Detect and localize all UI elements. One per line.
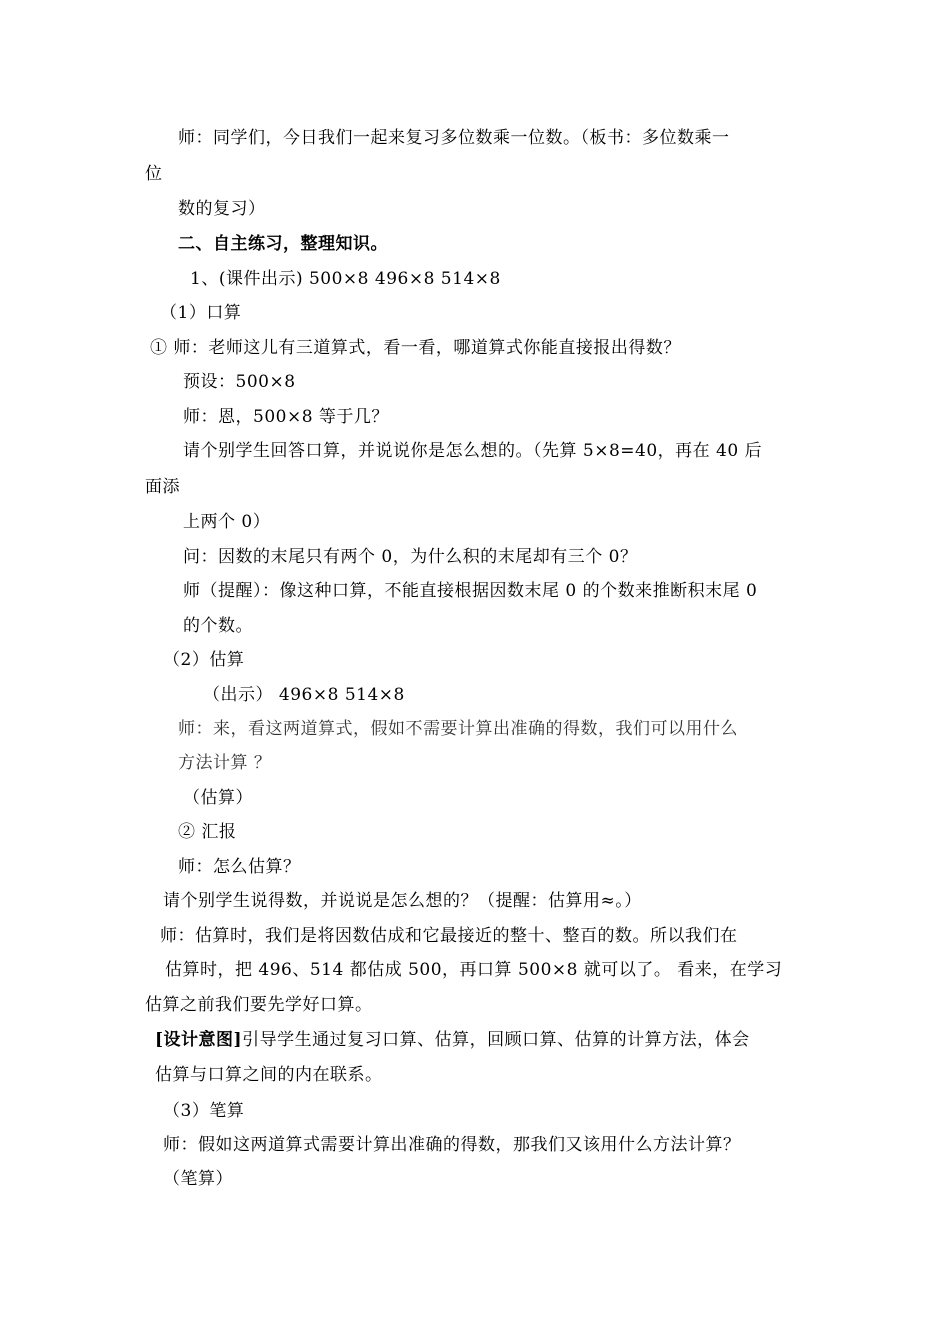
paragraph-line: 师：估算时，我们是将因数估成和它最接近的整十、整百的数。所以我们在 — [160, 926, 738, 946]
paragraph-line: （估算） — [183, 788, 253, 808]
paragraph-line: 师：来，看这两道算式，假如不需要计算出准确的得数，我们可以用什么 — [178, 719, 738, 739]
paragraph-line: 师：同学们，今日我们一起来复习多位数乘一位数。（板书：多位数乘一 — [178, 128, 730, 148]
paragraph-line: 数的复习） — [178, 199, 266, 219]
paragraph-line: 请个别学生回答口算，并说说你是怎么想的。（先算 5×8=40，再在 40 后 — [183, 441, 763, 461]
paragraph-line: 上两个 0） — [183, 512, 271, 532]
paragraph-line: 的个数。 — [183, 616, 253, 636]
exercise-line: （出示） 496×8 514×8 — [203, 685, 405, 705]
section-heading: 二、自主练习，整理知识。 — [178, 234, 388, 254]
paragraph-line: （笔算） — [163, 1169, 233, 1189]
paragraph-line: 师：怎么估算？ — [178, 857, 301, 877]
subsection-heading: （2）估算 — [163, 650, 245, 670]
design-intent-text: 引导学生通过复习口算、估算，回顾口算、估算的计算方法，体会 — [242, 1030, 750, 1050]
design-intent-line — [155, 1028, 750, 1052]
design-intent-label: [设计意图] — [155, 1030, 243, 1050]
paragraph-line: 师：假如这两道算式需要计算出准确的得数，那我们又该用什么方法计算？ — [163, 1135, 741, 1155]
paragraph-line: ② 汇报 — [178, 822, 237, 842]
subsection-heading: （1）口算 — [160, 303, 242, 323]
paragraph-line: 师（提醒）：像这种口算，不能直接根据因数末尾 0 的个数来推断积末尾 0 — [183, 581, 758, 601]
paragraph-line: 面添 — [145, 477, 180, 497]
paragraph-line: 请个别学生说得数，并说说是怎么想的？（提醒：估算用≈。） — [163, 891, 642, 911]
paragraph-line: 估算之前我们要先学好口算。 — [145, 995, 373, 1015]
paragraph-line: 估算与口算之间的内在联系。 — [155, 1065, 383, 1085]
paragraph-line: 位 — [145, 164, 163, 184]
paragraph-line: ① 师：老师这儿有三道算式，看一看，哪道算式你能直接报出得数？ — [150, 338, 681, 358]
paragraph-line: 估算时，把 496、514 都估成 500，再口算 500×8 就可以了。 看来，在学习 — [165, 960, 783, 980]
paragraph-line: 师：恩，500×8 等于几？ — [183, 407, 389, 427]
paragraph-line: 方法计算 ？ — [178, 753, 272, 773]
exercise-line: 1、(课件出示) 500×8 496×8 514×8 — [190, 269, 501, 289]
subsection-heading: （3）笔算 — [163, 1101, 245, 1121]
paragraph-line: 预设：500×8 — [183, 372, 296, 392]
paragraph-line: 问：因数的末尾只有两个 0，为什么积的末尾却有三个 0？ — [183, 547, 638, 567]
